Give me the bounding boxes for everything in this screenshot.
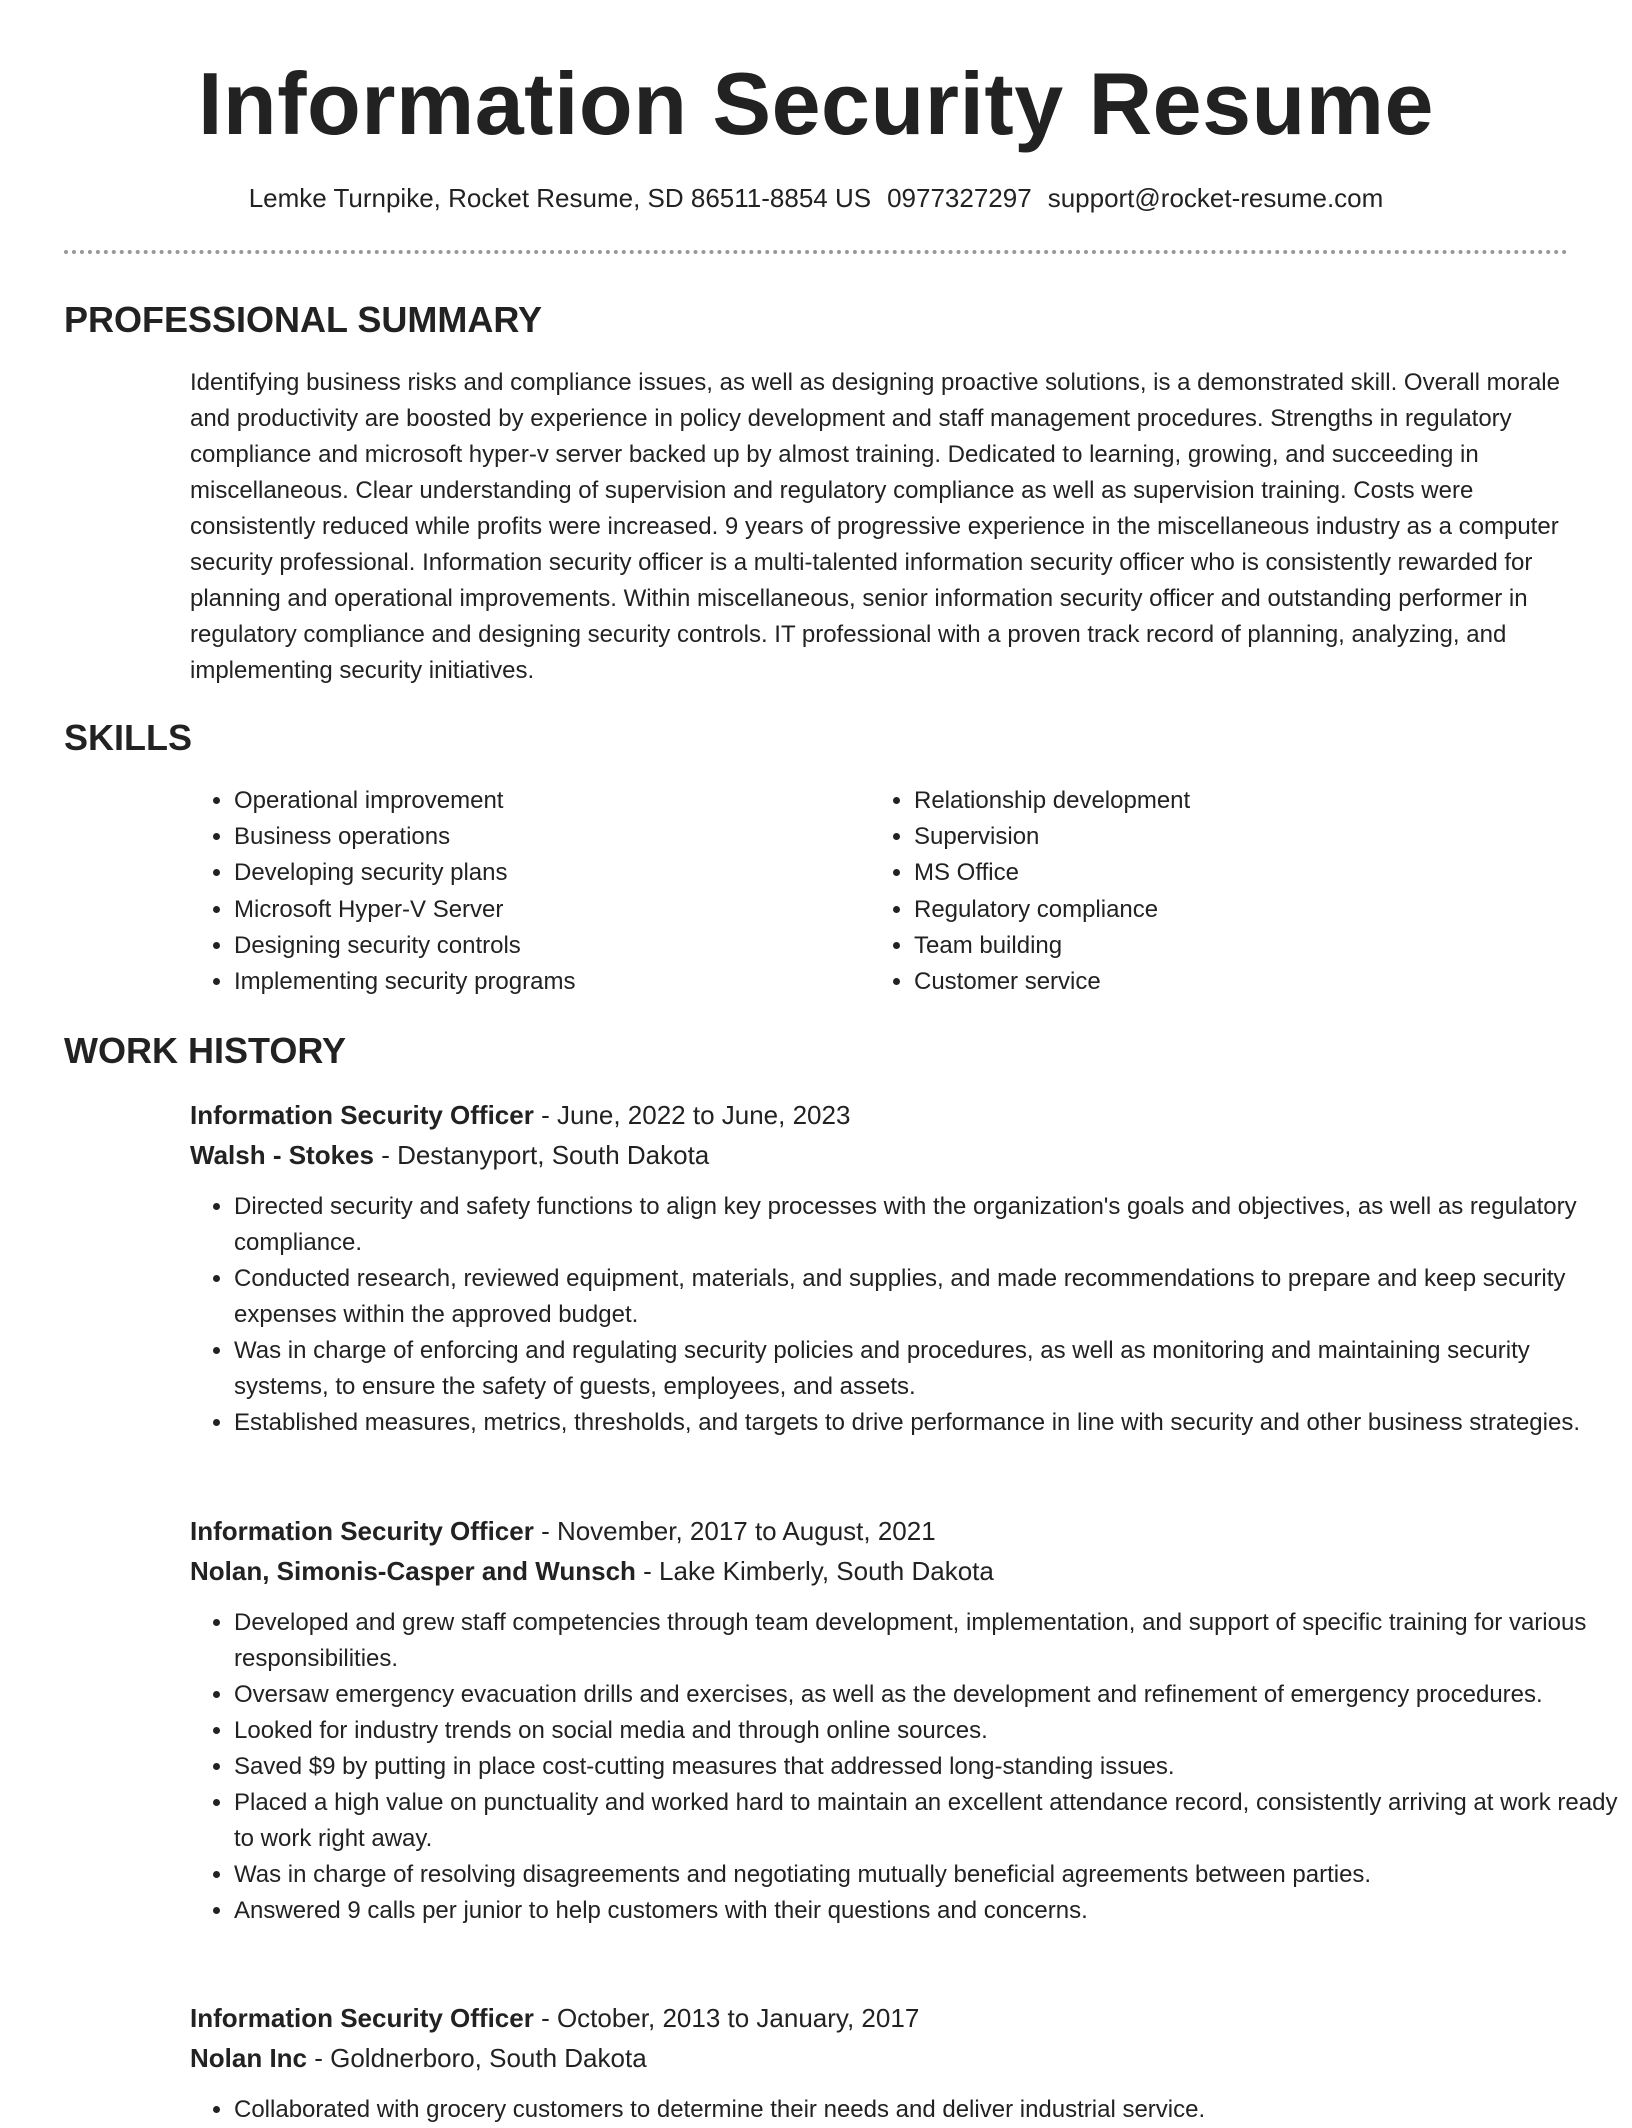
job-bullets	[190, 2092, 1624, 2128]
job-company-line	[190, 1137, 709, 1173]
job-bullet: • Placed a high value on punctuality and worked hard to maintain an excellent attendance record, consistently arriving at work ready to work right away.	[234, 1785, 1624, 1857]
skills-list-left	[190, 783, 575, 1000]
job-bullet: • Looked for industry trends on social media and through online sources.	[234, 1713, 1624, 1749]
job-title: Information Security Officer	[190, 1100, 534, 1130]
job-dates: - October, 2013 to January, 2017	[533, 2003, 920, 2033]
job-bullet: • Oversaw emergency evacuation drills and exercises, as well as the development and refinement of emergency procedures.	[234, 1677, 1624, 1713]
job-bullet: • Collaborated with grocery customers to determine their needs and deliver industrial service.	[234, 2092, 1624, 2128]
skill-item: • Operational improvement	[234, 783, 575, 819]
job-bullet: • Developed and grew staff competencies through team development, implementation, and support of specific training for various responsibilities.	[234, 1605, 1624, 1677]
job-company: Walsh - Stokes	[190, 1140, 374, 1170]
job-bullets	[190, 1605, 1624, 1929]
skill-item: • Designing security controls	[234, 928, 575, 964]
job-company-line	[190, 2040, 647, 2076]
job-bullet: • Conducted research, reviewed equipment, materials, and supplies, and made recommendations to prepare and keep security expenses within the approved budget.	[234, 1261, 1624, 1333]
job-location: - Destanyport, South Dakota	[373, 1140, 710, 1170]
job-company: Nolan Inc	[190, 2043, 308, 2073]
skill-item: • Business operations	[234, 819, 575, 855]
skill-item: • Developing security plans	[234, 855, 575, 891]
skill-item: • Regulatory compliance	[914, 892, 1190, 928]
job-title: Information Security Officer	[190, 2003, 534, 2033]
skill-item: • Microsoft Hyper-V Server	[234, 892, 575, 928]
job-bullet: • Answered 9 calls per junior to help customers with their questions and concerns.	[234, 1893, 1624, 1929]
summary-heading: PROFESSIONAL SUMMARY	[64, 299, 543, 340]
job-dates: - June, 2022 to June, 2023	[533, 1100, 851, 1130]
job-company: Nolan, Simonis-Casper and Wunsch	[190, 1556, 636, 1586]
skill-item: • Implementing security programs	[234, 964, 575, 1000]
header-divider	[64, 250, 1568, 254]
contact-address: Lemke Turnpike, Rocket Resume, SD 86511-8854 US	[248, 183, 872, 213]
skills-list-right	[870, 783, 1190, 1000]
work-history-heading: WORK HISTORY	[64, 1030, 347, 1071]
job-title: Information Security Officer	[190, 1516, 534, 1546]
job-bullet: • Was in charge of resolving disagreements and negotiating mutually beneficial agreements between parties.	[234, 1857, 1624, 1893]
skill-item: • Customer service	[914, 964, 1190, 1000]
job-bullet: • Directed security and safety functions to align key processes with the organization's goals and objectives, as well as regulatory compliance.	[234, 1189, 1624, 1261]
resume-title: Information Security Resume	[197, 54, 1434, 153]
summary-text: Identifying business risks and compliance issues, as well as designing proactive solutions, is a demonstrated skill. Overall morale and productivity are boosted by experience in policy development and staff management procedures. Strengths in regulatory compliance and microsoft hyper-v server backed up by almost training. Dedicated to learning, growing, and succeeding in miscellaneous. Clear understanding of supervision and regulatory compliance as well as supervision training. Costs were consistently reduced while profits were increased. 9 years of progressive experience in the miscellaneous industry as a computer security professional. Information security officer is a multi-talented information security officer who is consistently rewarded for planning and operational improvements. Within miscellaneous, senior information security officer and outstanding performer in regulatory compliance and designing security controls. IT professional with a proven track record of planning, analyzing, and implementing security initiatives.	[190, 369, 1560, 684]
job-title-line	[190, 1513, 936, 1549]
job-location: - Lake Kimberly, South Dakota	[635, 1556, 994, 1586]
job-bullet: • Saved $9 by putting in place cost-cutting measures that addressed long-standing issues.	[234, 1749, 1624, 1785]
skills-heading: SKILLS	[64, 717, 193, 758]
job-company-line	[190, 1553, 994, 1589]
job-title-line	[190, 1097, 850, 1133]
skill-item: • Supervision	[914, 819, 1190, 855]
job-title-line	[190, 2000, 919, 2036]
job-dates: - November, 2017 to August, 2021	[533, 1516, 936, 1546]
skill-item: • MS Office	[914, 855, 1190, 891]
contact-email: support@rocket-resume.com	[1047, 183, 1384, 213]
contact-phone: 0977327297	[887, 183, 1032, 213]
job-bullets	[190, 1189, 1624, 1441]
contact-line	[0, 180, 1632, 216]
job-bullet: • Was in charge of enforcing and regulating security policies and procedures, as well as monitoring and maintaining security systems, to ensure the safety of guests, employees, and assets.	[234, 1333, 1624, 1405]
skill-item: • Relationship development	[914, 783, 1190, 819]
job-bullet: • Established measures, metrics, thresholds, and targets to drive performance in line with security and other business strategies.	[234, 1405, 1624, 1441]
job-location: - Goldnerboro, South Dakota	[307, 2043, 647, 2073]
skill-item: • Team building	[914, 928, 1190, 964]
